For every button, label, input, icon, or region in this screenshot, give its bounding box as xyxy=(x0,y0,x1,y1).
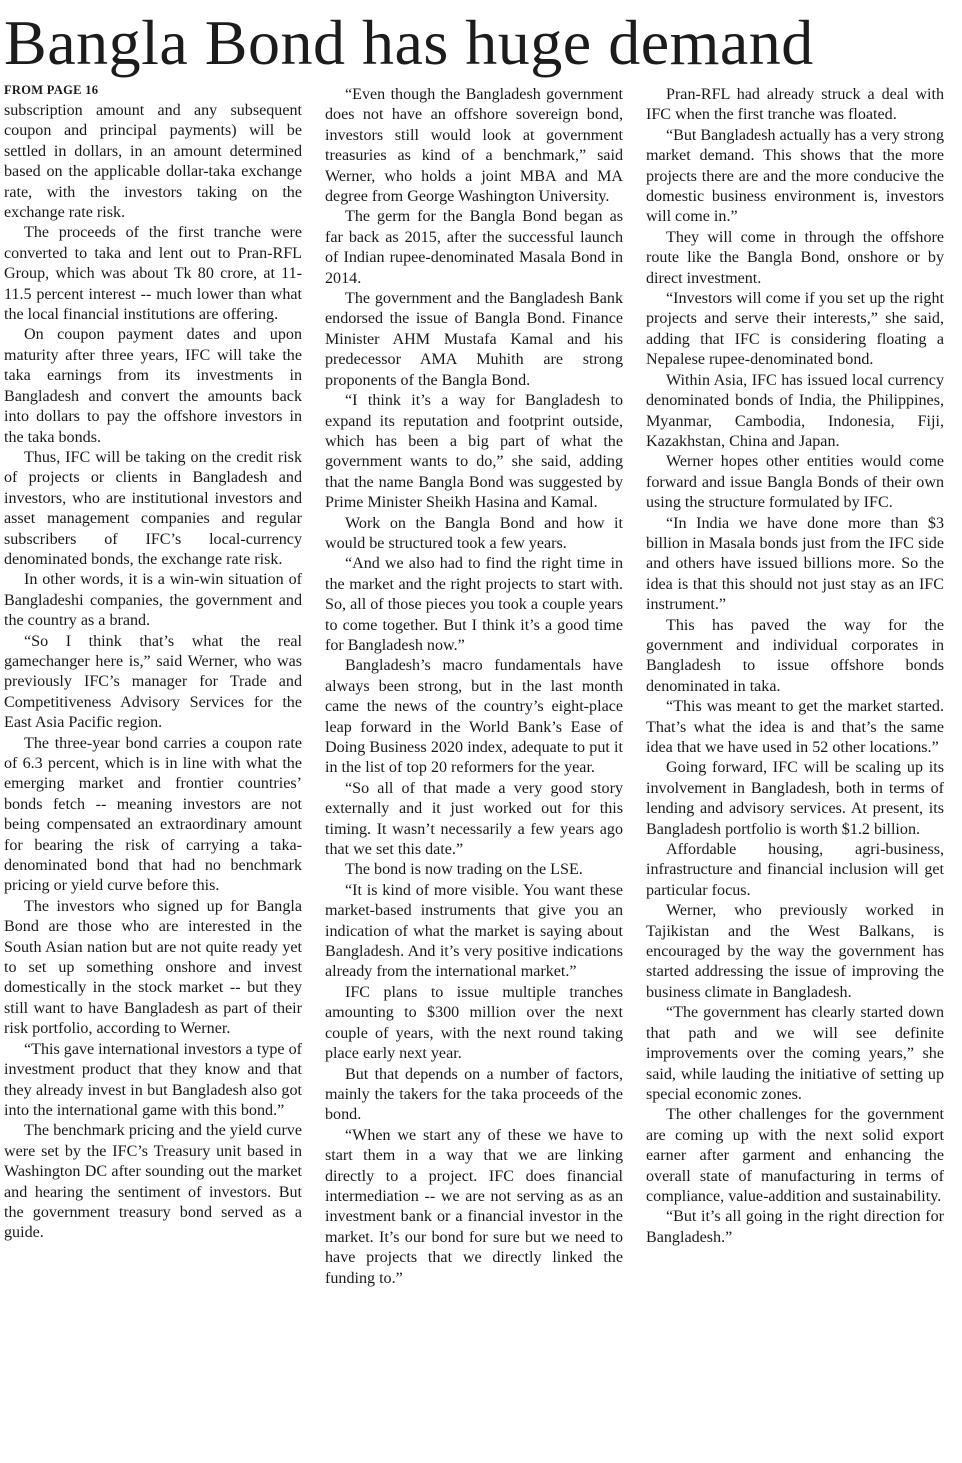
paragraph: “So I think that’s what the real gamechanger here is,” said Werner, who was previously IFC’s manager for Trade and Competitiveness Advisory Services for the East Asia Pacific region. xyxy=(4,632,302,732)
paragraph: The proceeds of the first tranche were converted to taka and lent out to Pran-RFL Group, which was about Tk 80 crore, at 11-11.5 percent interest -- much lower than what the local financial institutions are offering. xyxy=(4,224,302,324)
paragraph: The investors who signed up for Bangla Bond are those who are interested in the South Asian nation but are not quite ready yet to set up something onshore and invest domestically in the stock market -- but they still want to have Bangladesh as part of their risk portfolio, according to Werner. xyxy=(4,897,302,1038)
paragraph: The government and the Bangladesh Bank endorsed the issue of Bangla Bond. Finance Minister AHM Mustafa Kamal and his predecessor AMA Muhith are strong proponents of the Bangla Bond. xyxy=(325,290,623,389)
paragraph: “When we start any of these we have to start them in a way that we are linking directly to a project. IFC does financial intermediation -- we are not serving as as an investment bank or a financial investor in the market. It’s our bond for sure but we need to have projects that we directly linked the funding to.” xyxy=(325,1126,623,1287)
paragraph: “In India we have done more than $3 billion in Masala bonds just from the IFC side and others have issued billions more. So the idea is that this should not just stay as an IFC instrument.” xyxy=(646,514,944,614)
paragraph: “I think it’s a way for Bangladesh to expand its reputation and footprint outside, which has been a big part of what the government wants to do,” she said, adding that the name Bangla Bond was suggested by Prime Minister Sheikh Hasina and Kamal. xyxy=(325,392,623,512)
paragraph: “But Bangladesh actually has a very strong market demand. This shows that the more projects there are and the more conducive the domestic business environment is, investors will come in.” xyxy=(646,126,944,226)
paragraph: The bond is now trading on the LSE. xyxy=(345,861,583,879)
paragraph: On coupon payment dates and upon maturity after three years, IFC will take the taka earnings from its investments in Bangladesh and convert the amounts back into dollars to pay the offshore investors in the taka bonds. xyxy=(4,326,302,446)
paragraph: Werner hopes other entities would come forward and issue Bangla Bonds of their own using the structure formulated by IFC. xyxy=(646,453,944,512)
paragraph: “It is kind of more visible. You want these market-based instruments that give you an indication of what the market is saying about Bangladesh. And it’s very positive indications already from the international market.” xyxy=(325,881,623,981)
paragraph: The other challenges for the government are coming up with the next solid export earner after garment and enhancing the overall state of manufacturing in terms of compliance, value-addition and sustainability. xyxy=(646,1106,944,1205)
paragraph: Within Asia, IFC has issued local currency denominated bonds of India, the Philippines, Myanmar, Cambodia, Indonesia, Fiji, Kazakhstan, China and Japan. xyxy=(646,371,944,450)
article-column-1 xyxy=(4,101,302,1244)
paragraph: But that depends on a number of factors, mainly the takers for the taka proceeds of the bond. xyxy=(325,1065,623,1124)
headline: Bangla Bond has huge demand xyxy=(4,7,814,78)
paragraph: Affordable housing, agri-business, infrastructure and financial inclusion will get particular focus. xyxy=(646,841,944,899)
paragraph: “Even though the Bangladesh government does not have an offshore sovereign bond, investors still would look at government treasuries as kind of a benchmark,” said Werner, who holds a joint MBA and MA degree from George Washington University. xyxy=(325,86,623,206)
paragraph: Going forward, IFC will be scaling up its involvement in Bangladesh, both in terms of lending and advisory services. At present, its Bangladesh portfolio is worth $1.2 billion. xyxy=(646,759,944,838)
paragraph: “The government has clearly started down that path and we will see definite improvements over the coming years,” she said, while lauding the initiative of setting up special economic zones. xyxy=(646,1004,944,1103)
article-column-2 xyxy=(325,85,623,1289)
article-column-3 xyxy=(646,85,944,1248)
paragraph: “But it’s all going in the right direction for Bangladesh.” xyxy=(646,1208,944,1246)
paragraph: This has paved the way for the government and individual corporates in Bangladesh to issue offshore bonds denominated in taka. xyxy=(646,616,944,695)
paragraph: “So all of that made a very good story externally and it just worked out for this timing. It wasn’t necessarily a few years ago that we set this date.” xyxy=(325,779,623,859)
paragraph: They will come in through the offshore route like the Bangla Bond, onshore or by direct investment. xyxy=(646,228,944,287)
paragraph: “This was meant to get the market started. That’s what the idea is and that’s the same idea that we have used in 52 other locations.” xyxy=(646,698,944,756)
paragraph: Werner, who previously worked in Tajikistan and the West Balkans, is encouraged by the way the government has started addressing the issue of improving the business climate in Bangladesh. xyxy=(646,902,944,1001)
paragraph: subscription amount and any subsequent coupon and principal payments) will be settled in dollars, in an amount determined based on the applicable dollar-taka exchange rate, with the investors taking on the exchange rate risk. xyxy=(4,102,302,222)
paragraph: The three-year bond carries a coupon rate of 6.3 percent, which is in line with what the emerging market and frontier countries’ bonds fetch -- meaning investors are not being compensated an extraordinary amount for bearing the risk of carrying a taka-denominated bond that had no benchmark pricing or yield curve before this. xyxy=(4,734,302,895)
paragraph: “And we also had to find the right time in the market and the right projects to start with. So, all of those pieces you took a couple years to come together. But I think it’s a good time for Bangladesh now.” xyxy=(325,555,623,654)
paragraph: In other words, it is a win-win situation of Bangladeshi companies, the government and the country as a brand. xyxy=(4,571,302,630)
paragraph: Pran-RFL had already struck a deal with IFC when the first tranche was floated. xyxy=(646,86,944,124)
paragraph: “Investors will come if you set up the right projects and serve their interests,” she said, adding that IFC is considering floating a Nepalese rupee-denominated bond. xyxy=(646,290,944,369)
paragraph: Work on the Bangla Bond and how it would be structured took a few years. xyxy=(325,514,623,552)
paragraph: The germ for the Bangla Bond began as far back as 2015, after the successful launch of Indian rupee-denominated Masala Bond in 2014. xyxy=(325,208,623,287)
paragraph: Thus, IFC will be taking on the credit risk of projects or clients in Bangladesh and investors, who are institutional investors and asset management companies and regular subscribers of IFC’s local-currency denominated bonds, the exchange rate risk. xyxy=(4,448,302,568)
paragraph: Bangladesh’s macro fundamentals have always been strong, but in the last month came the news of the country’s eight-place leap forward in the World Bank’s Ease of Doing Business 2020 index, adequate to put it in the list of top 20 reformers for the year. xyxy=(325,657,623,777)
paragraph: “This gave international investors a type of investment product that they know and that they already invest in but Bangladesh also got into the international game with this bond.” xyxy=(4,1040,302,1119)
paragraph: IFC plans to issue multiple tranches amounting to $300 million over the next couple of years, with the next round taking place early next year. xyxy=(325,983,623,1063)
paragraph: The benchmark pricing and the yield curve were set by the IFC’s Treasury unit based in Washington DC after sounding out the market and hearing the sentiment of investors. But the government treasury bond served as a guide. xyxy=(4,1122,302,1242)
continued-from-label: FROM PAGE 16 xyxy=(4,83,99,97)
